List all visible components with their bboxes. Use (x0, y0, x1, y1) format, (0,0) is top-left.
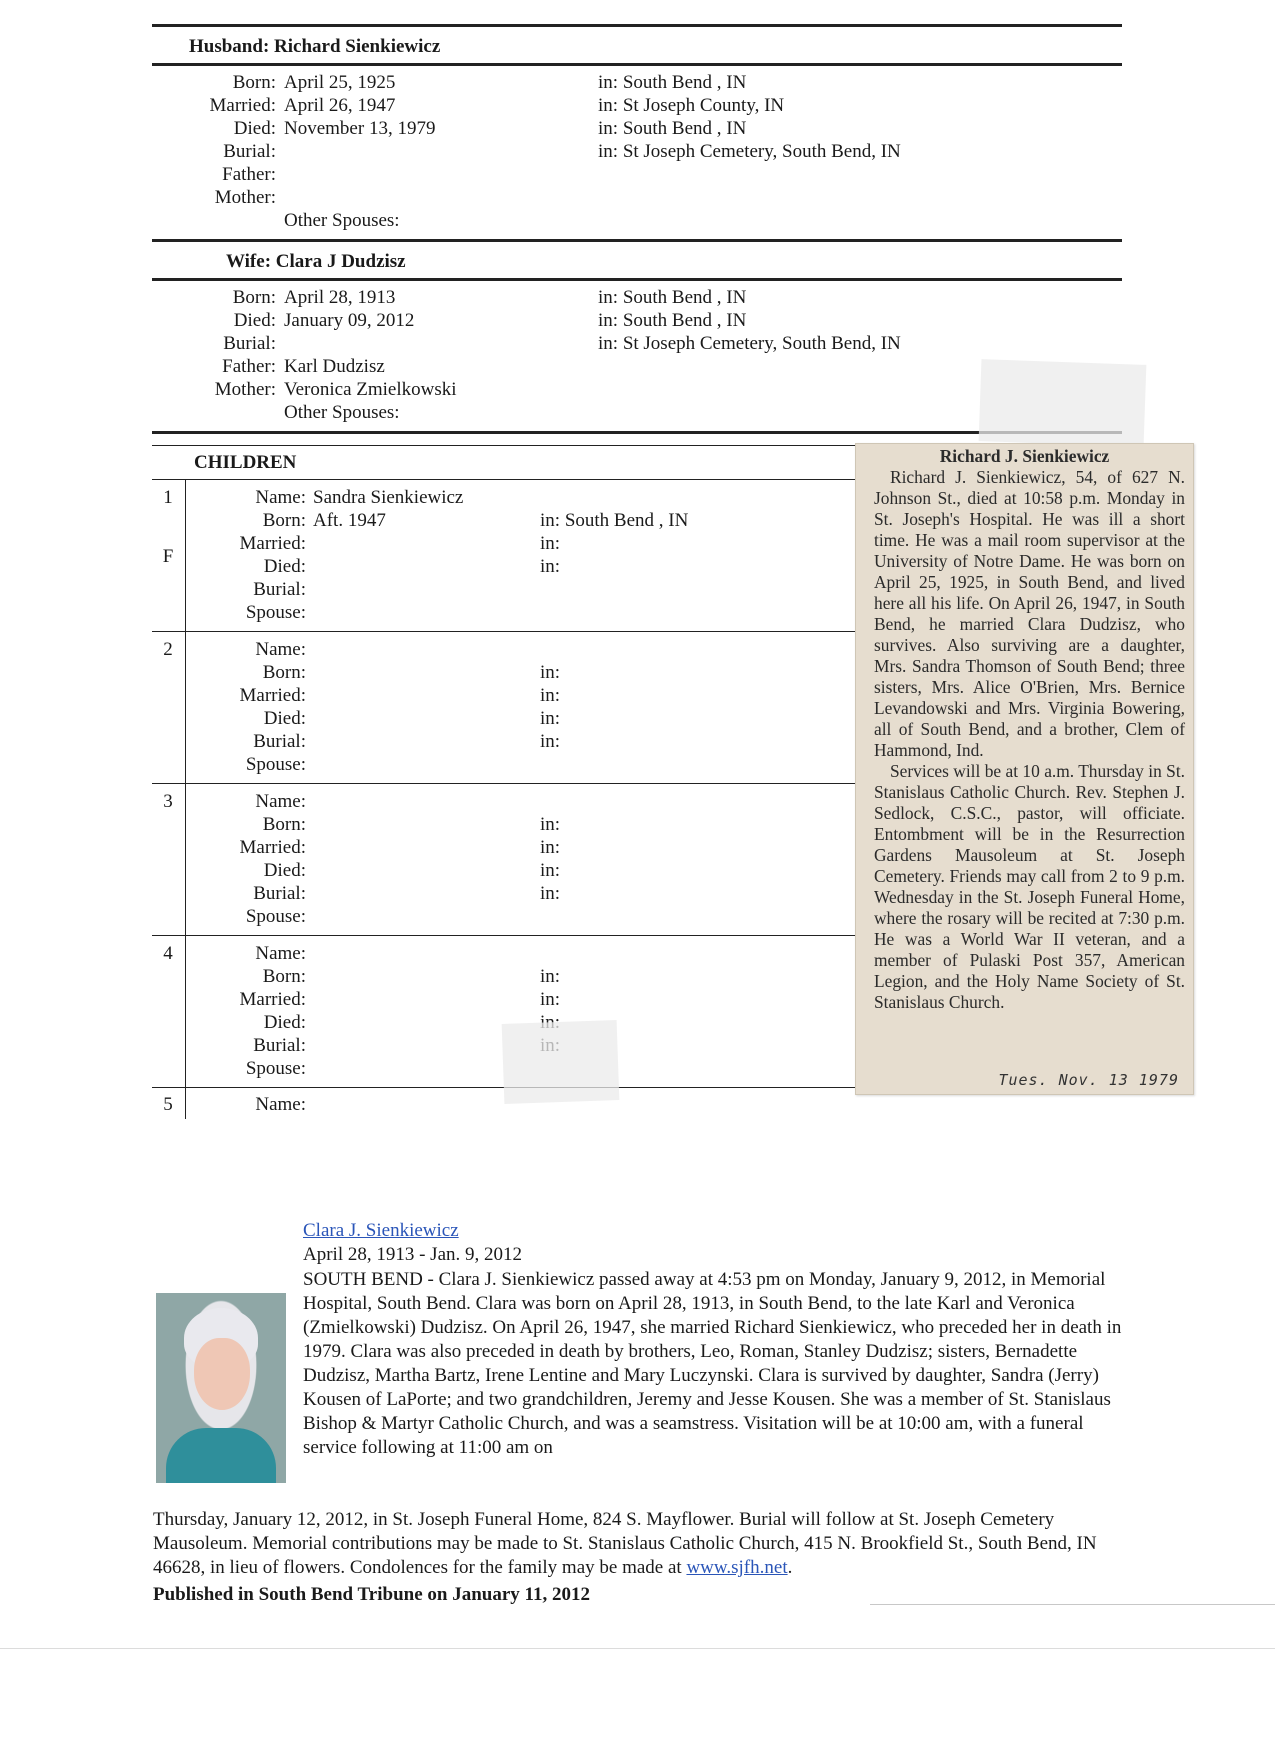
child-number: 5 (163, 1094, 173, 1115)
child-born-label: Born: (262, 662, 306, 683)
child-married-in: in: (540, 685, 561, 706)
clipping-paragraph-2: Services will be at 10 a.m. Thursday in St. Stanislaus Catholic Church. Rev. Stephen J. Sedlock, C.S.C., pastor, will officiate. Entombment will be in the Resurrection Gardens Mausoleum at St. Joseph Cemetery. Friends may call from 2 to 9 p.m. Wednesday in the St. Joseph Funeral Home, where the rosary will be recited at 7:30 p.m. He was a World War II veteran, and a member of Pulaski Post 357, American Legion, and the Holy Name Society of St. Stanislaus Church. (874, 761, 1185, 1012)
child-name-label: Name: (255, 1094, 306, 1115)
wife-burial-label: Burial: (223, 333, 276, 354)
child-married-in: in: (540, 989, 561, 1010)
published-line: Published in South Bend Tribune on January 11, 2012 (153, 1584, 590, 1605)
child-died-label: Died: (263, 860, 306, 881)
child-died-in: in: (540, 708, 561, 729)
newspaper-clipping (855, 443, 1194, 1095)
husband-father-label: Father: (222, 164, 276, 185)
child-died-in: in: (540, 860, 561, 881)
child-sex: F (162, 546, 174, 567)
child-born-in: in: South Bend , IN (540, 510, 689, 531)
child-name-value: Sandra Sienkiewicz (313, 487, 464, 508)
husband-burial-in: in: St Joseph Cemetery, South Bend, IN (598, 141, 901, 162)
obituary-name-link[interactable]: Clara J. Sienkiewicz (303, 1220, 459, 1241)
wife-died-in: in: South Bend , IN (598, 310, 747, 331)
child-died-label: Died: (263, 556, 306, 577)
child-born-in: in: (540, 662, 561, 683)
top-rule (152, 24, 1122, 27)
child-burial-label: Burial: (253, 883, 306, 904)
wife-born-label: Born: (232, 287, 276, 308)
child-married-in: in: (540, 533, 561, 554)
wife-header-rule (152, 278, 1122, 281)
portrait-photo (156, 1293, 286, 1483)
wife-mother-value: Veronica Zmielkowski (284, 379, 457, 400)
clipping-title: Richard J. Sienkiewicz (939, 446, 1110, 466)
husband-name: Richard Sienkiewicz (274, 36, 441, 57)
children-top-rule (152, 431, 1122, 434)
child-born-label: Born: (262, 966, 306, 987)
wife-born-value: April 28, 1913 (284, 287, 396, 308)
child-born-in: in: (540, 814, 561, 835)
child-spouse-label: Spouse: (245, 906, 306, 927)
child-married-label: Married: (239, 685, 306, 706)
tape-strip (979, 359, 1147, 447)
husband-married-in: in: St Joseph County, IN (598, 95, 785, 116)
child-spouse-label: Spouse: (245, 602, 306, 623)
child-burial-in: in: (540, 731, 561, 752)
child-divider (152, 783, 872, 784)
husband-died-label: Died: (233, 118, 276, 139)
clipping-paragraph-1: Richard J. Sienkiewicz, 54, of 627 N. Johnson St., died at 10:58 p.m. Monday in St. Joseph's Hospital. He was ill a short time. He was a mail room supervisor at the University of Notre Dame. He was born on April 25, 1925, in South Bend, and lived here all his life. On April 26, 1947, in South Bend, he married Clara Dudzisz, who survives. Also surviving are a daughter, Mrs. Sandra Thomson of South Bend; three sisters, Mrs. Alice O'Brien, Mrs. Bernice Levandowski and Mrs. Virginia Bowering, all of South Bend, and a brother, Clem of Hammond, Ind. (874, 467, 1185, 760)
child-spouse-label: Spouse: (245, 754, 306, 775)
husband-header-rule (152, 63, 1122, 66)
child-died-label: Died: (263, 1012, 306, 1033)
child-died-in: in: (540, 556, 561, 577)
tape-strip (502, 1020, 620, 1104)
child-married-label: Married: (239, 837, 306, 858)
wife-born-in: in: South Bend , IN (598, 287, 747, 308)
husband-header: Husband: Richard Sienkiewicz (189, 36, 441, 57)
child-divider (152, 631, 872, 632)
children-header-rule (152, 479, 872, 480)
wife-name: Clara J Dudzisz (275, 251, 406, 272)
child-number: 1 (163, 487, 173, 508)
child-burial-label: Burial: (253, 731, 306, 752)
child-spouse-label: Spouse: (245, 1058, 306, 1079)
child-name-label: Name: (255, 943, 306, 964)
husband-born-in: in: South Bend , IN (598, 72, 747, 93)
husband-died-in: in: South Bend , IN (598, 118, 747, 139)
handwritten-date: Tues. Nov. 13 1979 (998, 1071, 1179, 1089)
child-burial-label: Burial: (253, 579, 306, 600)
wife-father-value: Karl Dudzisz (284, 356, 385, 377)
husband-other-spouses: Other Spouses: (284, 210, 400, 231)
obituary-dates: April 28, 1913 - Jan. 9, 2012 (303, 1244, 523, 1265)
child-born-value: Aft. 1947 (313, 510, 386, 531)
wife-other-spouses: Other Spouses: (284, 402, 400, 423)
child-married-label: Married: (239, 533, 306, 554)
wife-died-value: January 09, 2012 (284, 310, 415, 331)
child-born-in: in: (540, 966, 561, 987)
husband-burial-label: Burial: (223, 141, 276, 162)
husband-married-label: Married: (209, 95, 276, 116)
funeral-home-website-link[interactable]: www.sjfh.net (686, 1557, 788, 1578)
husband-mother-label: Mother: (214, 187, 276, 208)
husband-born-value: April 25, 1925 (284, 72, 396, 93)
child-number: 3 (163, 791, 173, 812)
scan-edge-line (0, 1648, 1275, 1649)
wife-died-label: Died: (233, 310, 276, 331)
wife-top-rule (152, 239, 1122, 242)
wife-header: Wife: Clara J Dudzisz (226, 251, 406, 272)
child-burial-in: in: (540, 883, 561, 904)
children-rule-thin (152, 445, 872, 446)
husband-married-value: April 26, 1947 (284, 95, 396, 116)
child-died-label: Died: (263, 708, 306, 729)
child-name-label: Name: (255, 487, 306, 508)
scan-edge-line (870, 1604, 1275, 1605)
child-married-in: in: (540, 837, 561, 858)
child-born-label: Born: (262, 814, 306, 835)
child-name-label: Name: (255, 791, 306, 812)
wife-burial-in: in: St Joseph Cemetery, South Bend, IN (598, 333, 901, 354)
obituary-body-continued: Thursday, January 12, 2012, in St. Joseph Funeral Home, 824 S. Mayflower. Burial will follow at St. Joseph Cemetery Mausoleum. Memorial contributions may be made to St. Stanislaus Catholic Church, 415 N. Brookfield St., South Bend, IN 46628, in lieu of flowers. Condolences for the family may be made at www.sjfh.net. (153, 1509, 1097, 1578)
wife-mother-label: Mother: (214, 379, 276, 400)
child-name-label: Name: (255, 639, 306, 660)
child-number: 4 (163, 943, 173, 964)
child-divider (152, 935, 872, 936)
child-number: 2 (163, 639, 173, 660)
wife-father-label: Father: (222, 356, 276, 377)
husband-died-value: November 13, 1979 (284, 118, 436, 139)
obituary-body: SOUTH BEND - Clara J. Sienkiewicz passed away at 4:53 pm on Monday, January 9, 2012, in Memorial Hospital, South Bend. Clara was born on April 28, 1913, in South Bend, to the late Karl and Veronica (Zmielkowski) Dudzisz. On April 26, 1947, she married Richard Sienkiewicz, who preceded her in death in 1979. Clara was also preceded in death by brothers, Leo, Roman, Stanley Dudzisz; sisters, Bernadette Dudzisz, Martha Bartz, Irene Lentine and Mary Luczynski. Clara is survived by daughter, Sandra (Jerry) Kousen of LaPorte; and two grandchildren, Jeremy and Jesse Kousen. She was a member of St. Stanislaus Bishop & Martyr Catholic Church, and was a seamstress. Visitation will be at 10:00 am, with a funeral service following at 11:00 am on (303, 1269, 1122, 1458)
clipping-body (856, 467, 1193, 1013)
husband-born-label: Born: (232, 72, 276, 93)
child-married-label: Married: (239, 989, 306, 1010)
child-born-label: Born: (262, 510, 306, 531)
child-burial-label: Burial: (253, 1035, 306, 1056)
children-header: CHILDREN (194, 452, 297, 473)
